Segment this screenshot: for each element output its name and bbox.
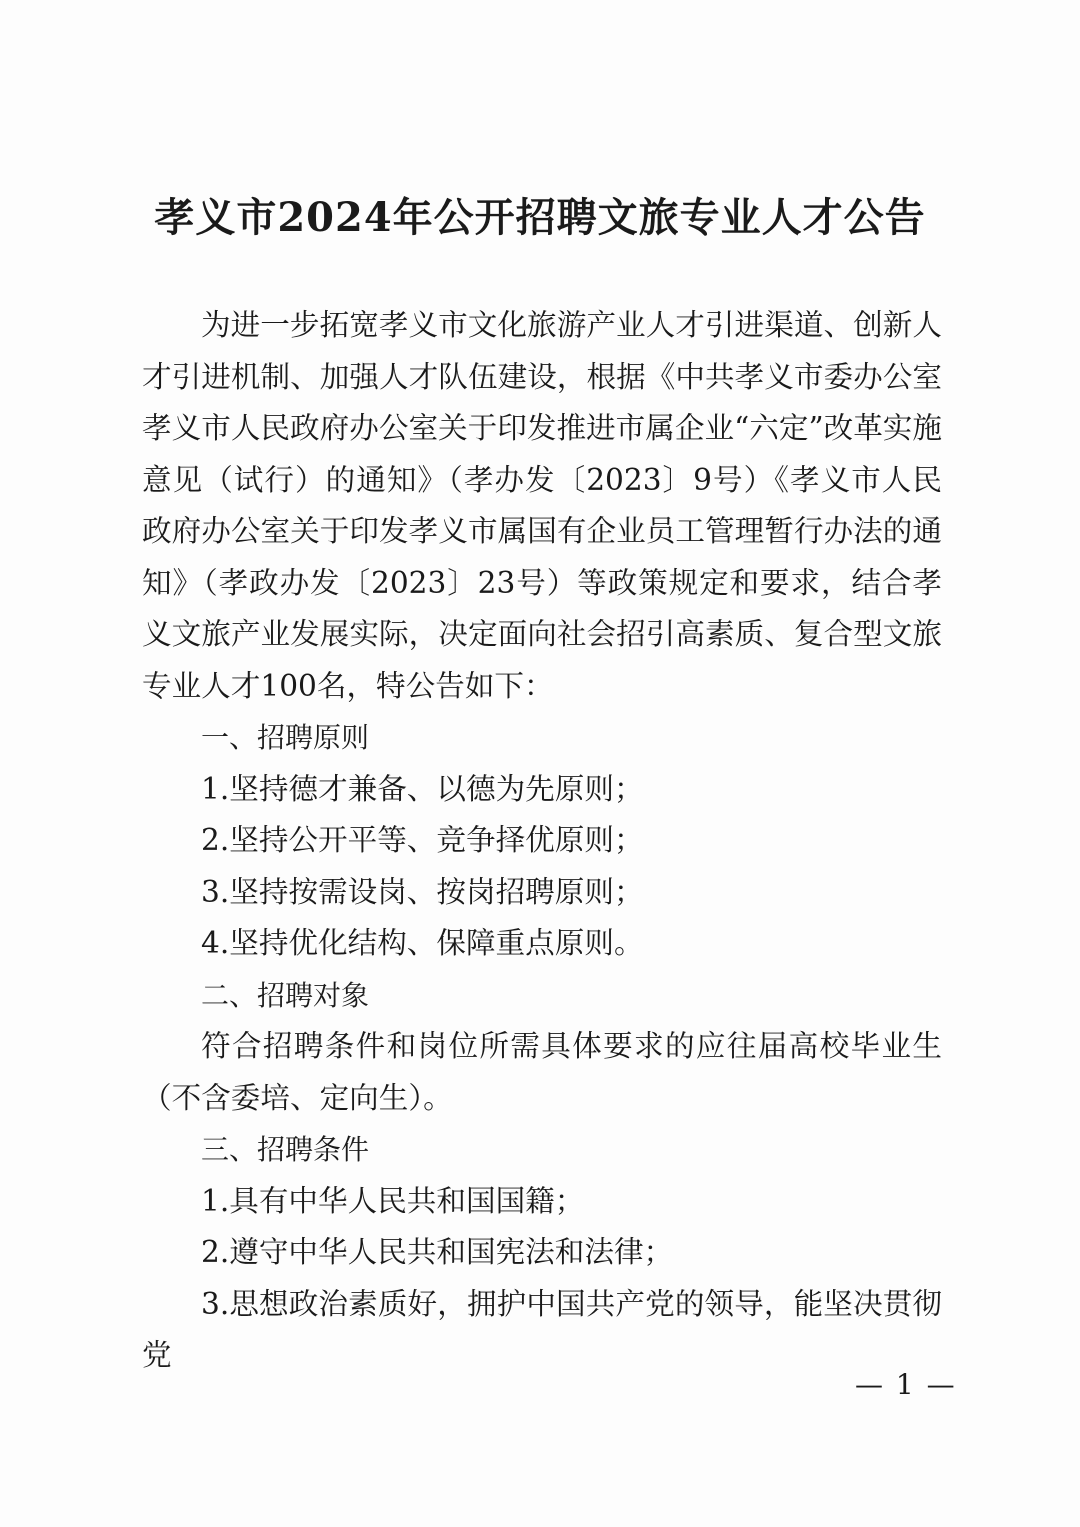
document-body — [142, 300, 942, 1382]
document-title: 孝义市2024年公开招聘文旅专业人才公告 — [154, 194, 926, 241]
principle-item: 1.坚持德才兼备、以德为先原则； — [201, 771, 644, 806]
target-paragraph: 符合招聘条件和岗位所需具体要求的应往届高校毕业生（不含委培、定向生）。 — [142, 1029, 942, 1115]
condition-item: 1.具有中华人民共和国国籍； — [201, 1183, 585, 1218]
section-heading-principles: 一、招聘原则 — [201, 721, 370, 754]
condition-item: 2.遵守中华人民共和国宪法和法律； — [201, 1235, 674, 1269]
principle-item: 3.坚持按需设岗、按岗招聘原则； — [201, 874, 644, 909]
page-number: — 1 — — [855, 1368, 957, 1401]
section-heading-conditions: 三、招聘条件 — [201, 1133, 370, 1166]
intro-paragraph: 为进一步拓宽孝义市文化旅游产业人才引进渠道、创新人才引进机制、加强人才队伍建设，根据《中共孝义市委办公室孝义市人民政府办公室关于印发推进市属企业“六定”改革实施意见（试行）的通知》（孝办发〔2023〕9号）《孝义市人民政府办公室关于印发孝义市属国有企业员工管理暂行办法的通知》（孝政办发〔2023〕23号）等政策规定和要求，结合孝义文旅产业发展实际，决定面向社会招引高素质、复合型文旅专业人才100名，特公告如下： — [142, 308, 942, 703]
principle-item: 4.坚持优化结构、保障重点原则。 — [201, 926, 644, 960]
section-heading-target: 二、招聘对象 — [201, 978, 370, 1012]
condition-item: 3.思想政治素质好，拥护中国共产党的领导，能坚决贯彻党 — [142, 1286, 942, 1372]
principle-item: 2.坚持公开平等、竞争择优原则； — [201, 823, 644, 857]
